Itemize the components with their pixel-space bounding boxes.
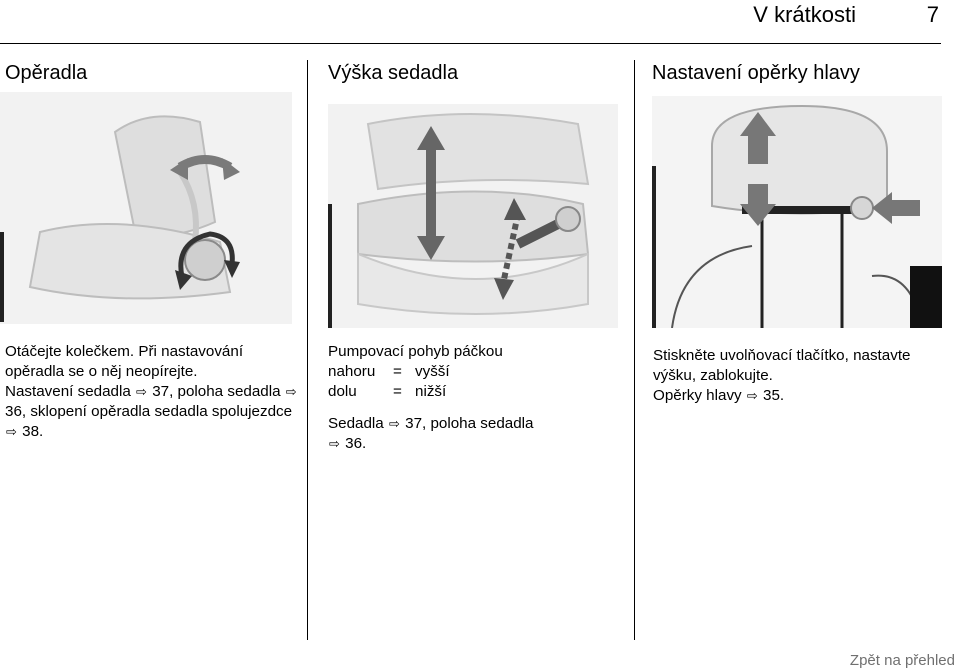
section-heading: Opěradla: [5, 62, 88, 84]
up-row: nahoru = vyšší: [328, 363, 450, 380]
page-header: [0, 0, 959, 44]
headrest-adjust-illustration: [652, 96, 942, 328]
reference-arrow-icon: ⇨: [285, 384, 297, 399]
instruction-text: Pumpovací pohyb páčkou: [328, 343, 503, 360]
reference-text: Sedadla ⇨ 37, poloha sedadla ⇨ 36.: [328, 415, 534, 452]
section-text: [5, 342, 301, 442]
header-rule: [0, 43, 941, 44]
seat-height-illustration: [328, 104, 618, 328]
reference-arrow-icon: ⇨: [388, 416, 400, 431]
chapter-title: V krátkosti: [753, 2, 856, 27]
down-row: dolu = nižší: [328, 383, 447, 400]
page-ref-link[interactable]: 36.: [345, 435, 367, 452]
instruction-text: Otáčejte kolečkem. Při nastavování opěradla se o něj neopírejte.: [5, 343, 244, 380]
page-ref-link[interactable]: 37, poloha sedadla: [405, 415, 534, 432]
section-heading: Výška sedadla: [328, 62, 459, 84]
section-heading: Nastavení opěrky hlavy: [652, 62, 860, 84]
reference-arrow-icon: ⇨: [136, 384, 147, 399]
section-text: [653, 346, 953, 406]
instruction-text: Stiskněte uvolňovací tlačítko, nastavte výšku, zablokujte.: [653, 347, 911, 384]
reference-arrow-icon: ⇨: [6, 424, 17, 439]
column-divider-2: [634, 60, 635, 640]
back-to-overview-link[interactable]: Zpět na přehled: [849, 652, 955, 669]
reference-arrow-icon: ⇨: [329, 436, 340, 451]
section-text: [328, 342, 628, 454]
page-ref-link[interactable]: 38.: [22, 423, 44, 440]
page-number: 7: [926, 2, 939, 27]
reference-text: Nastavení sedadla ⇨ 37, poloha sedadla ⇨ 36, sklopení opěradla sedadla spolujezdce ⇨ 38.: [5, 383, 297, 440]
column-divider-1: [307, 60, 308, 640]
page-ref-link[interactable]: 35.: [763, 387, 785, 404]
page-ref-link[interactable]: 36, sklopení opěradla sedadla spolujezdce: [5, 403, 293, 420]
backrest-adjust-illustration: [0, 92, 292, 324]
page-ref-link[interactable]: 37, poloha sedadla: [152, 383, 281, 400]
reference-arrow-icon: ⇨: [746, 388, 758, 403]
reference-text: Opěrky hlavy ⇨ 35.: [653, 387, 785, 404]
